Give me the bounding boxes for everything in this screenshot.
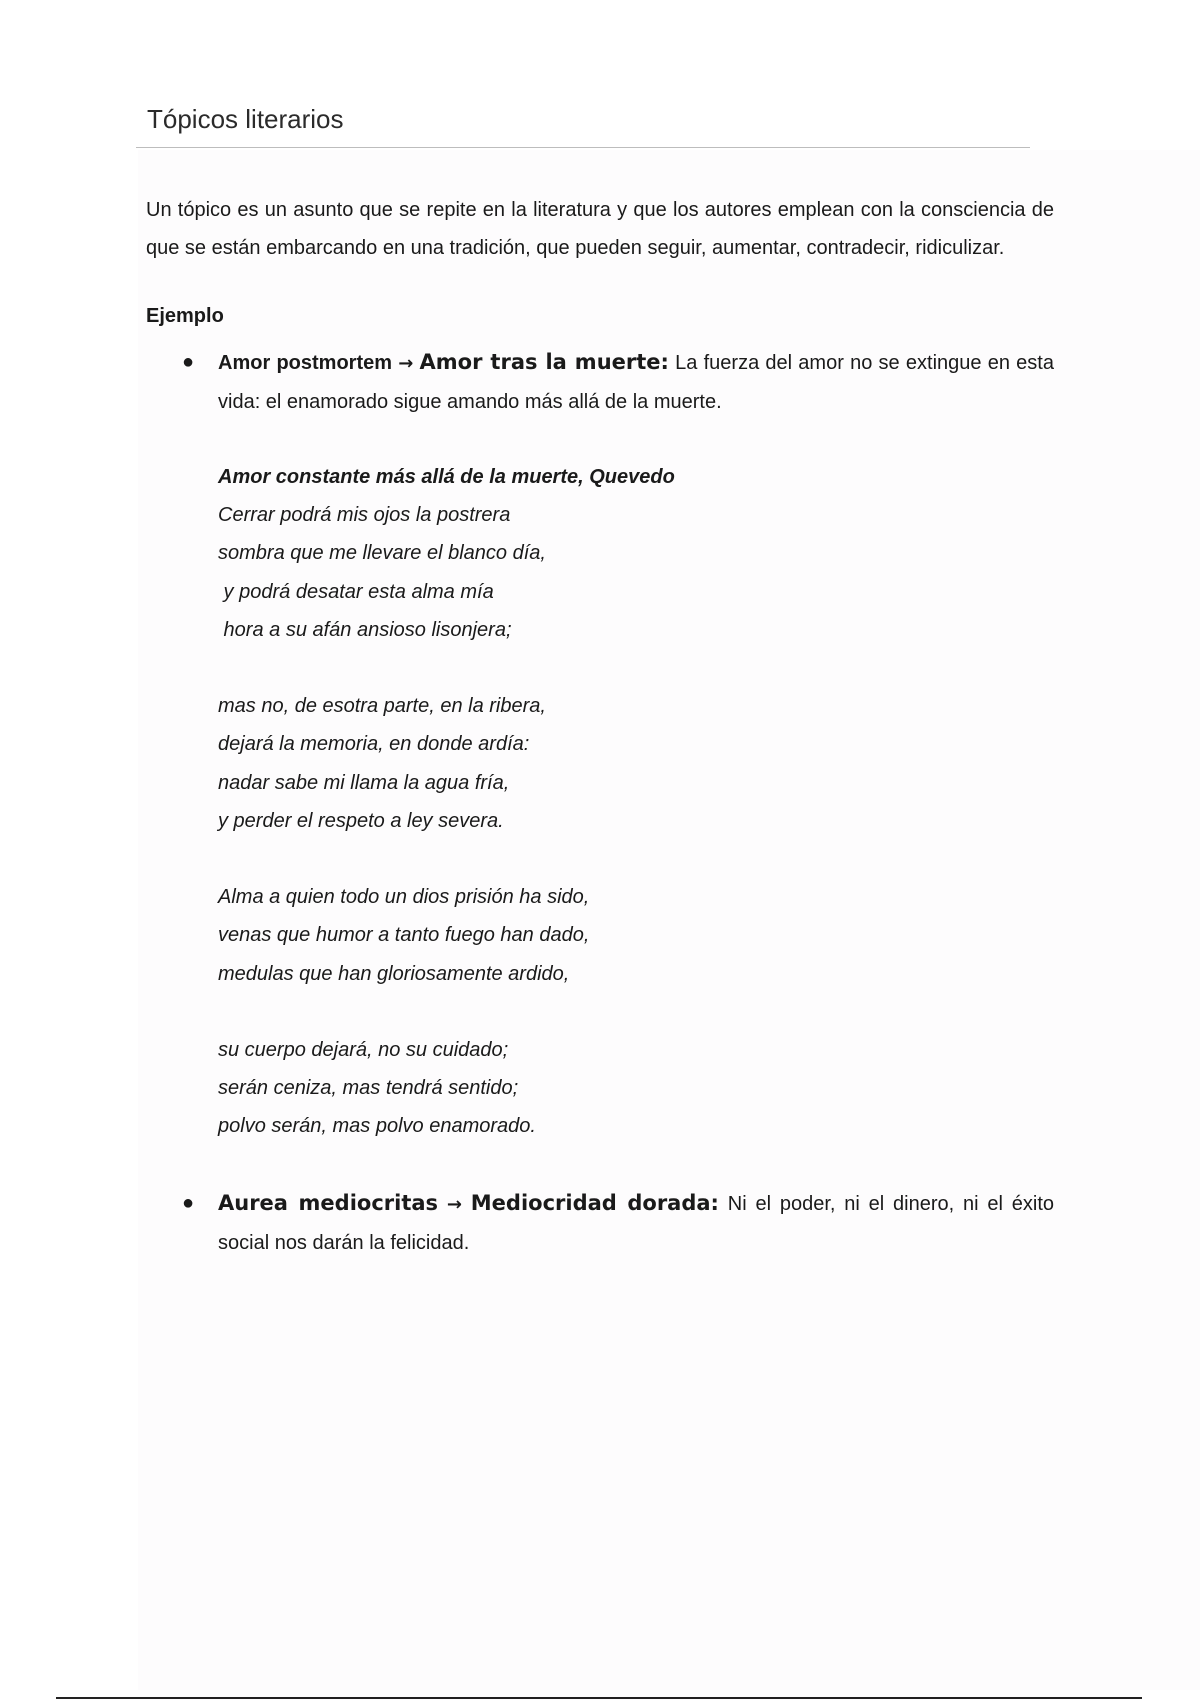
poem-line: Alma a quien todo un dios prisión ha sido, <box>218 886 590 909</box>
item-description: Ni el poder, ni el dinero, ni el éxito social nos darán la felicidad. <box>218 1193 1054 1254</box>
item-text <box>218 1184 1054 1262</box>
arrow-icon: → <box>398 353 414 374</box>
poem-line: y perder el respeto a ley severa. <box>218 809 504 832</box>
poem-line: nadar sabe mi llama la agua fría, <box>218 771 510 794</box>
intro-paragraph: Un tópico es un asunto que se repite en la literatura y que los autores emplean con la consciencia de que se están embarcando en una tradición, que pueden seguir, aumentar, contradecir, ridiculizar. <box>146 199 1054 259</box>
poem-line: mas no, de esotra parte, en la ribera, <box>218 695 546 718</box>
item-term: Aurea mediocritas <box>218 1191 439 1215</box>
list-item <box>146 1184 1054 1262</box>
poem-line: medulas que han gloriosamente ardido, <box>218 962 570 985</box>
title-divider <box>136 147 1030 148</box>
bullet-icon: ● <box>182 1192 195 1214</box>
arrow-icon: → <box>446 1194 462 1215</box>
bullet-icon: ● <box>182 351 195 373</box>
stanza-break <box>218 993 675 1031</box>
poem-line: venas que humor a tanto fuego han dado, <box>218 924 590 947</box>
poem-line: y podrá desatar esta alma mía <box>218 580 494 603</box>
poem-line: serán ceniza, mas tendrá sentido; <box>218 1077 519 1100</box>
poem-line: hora a su afán ansioso lisonjera; <box>218 618 512 641</box>
poem-line: polvo serán, mas polvo enamorado. <box>218 1115 536 1138</box>
poem-line: Cerrar podrá mis ojos la postrera <box>218 504 511 527</box>
poem-title: Amor constante más allá de la muerte, Quevedo <box>218 466 675 488</box>
poem-line: su cuerpo dejará, no su cuidado; <box>218 1039 509 1061</box>
item-term: Amor postmortem <box>218 352 393 374</box>
item-translation: Amor tras la muerte: <box>419 350 669 374</box>
stanza-break <box>218 840 675 878</box>
item-translation: Mediocridad dorada: <box>470 1191 719 1215</box>
poem-line: sombra que me llevare el blanco día, <box>218 542 546 565</box>
stanza-break <box>218 649 675 687</box>
poem <box>218 458 675 1146</box>
footer-divider <box>56 1697 1142 1699</box>
poem-line: dejará la memoria, en donde ardía: <box>218 733 530 756</box>
item-text <box>218 343 1054 421</box>
list-item <box>146 343 1054 421</box>
page-title: Tópicos literarios <box>147 104 344 134</box>
item-description: La fuerza del amor no se extingue en esta vida: el enamorado sigue amando más allá de la muerte. <box>218 352 1054 413</box>
example-label: Ejemplo <box>146 305 224 327</box>
